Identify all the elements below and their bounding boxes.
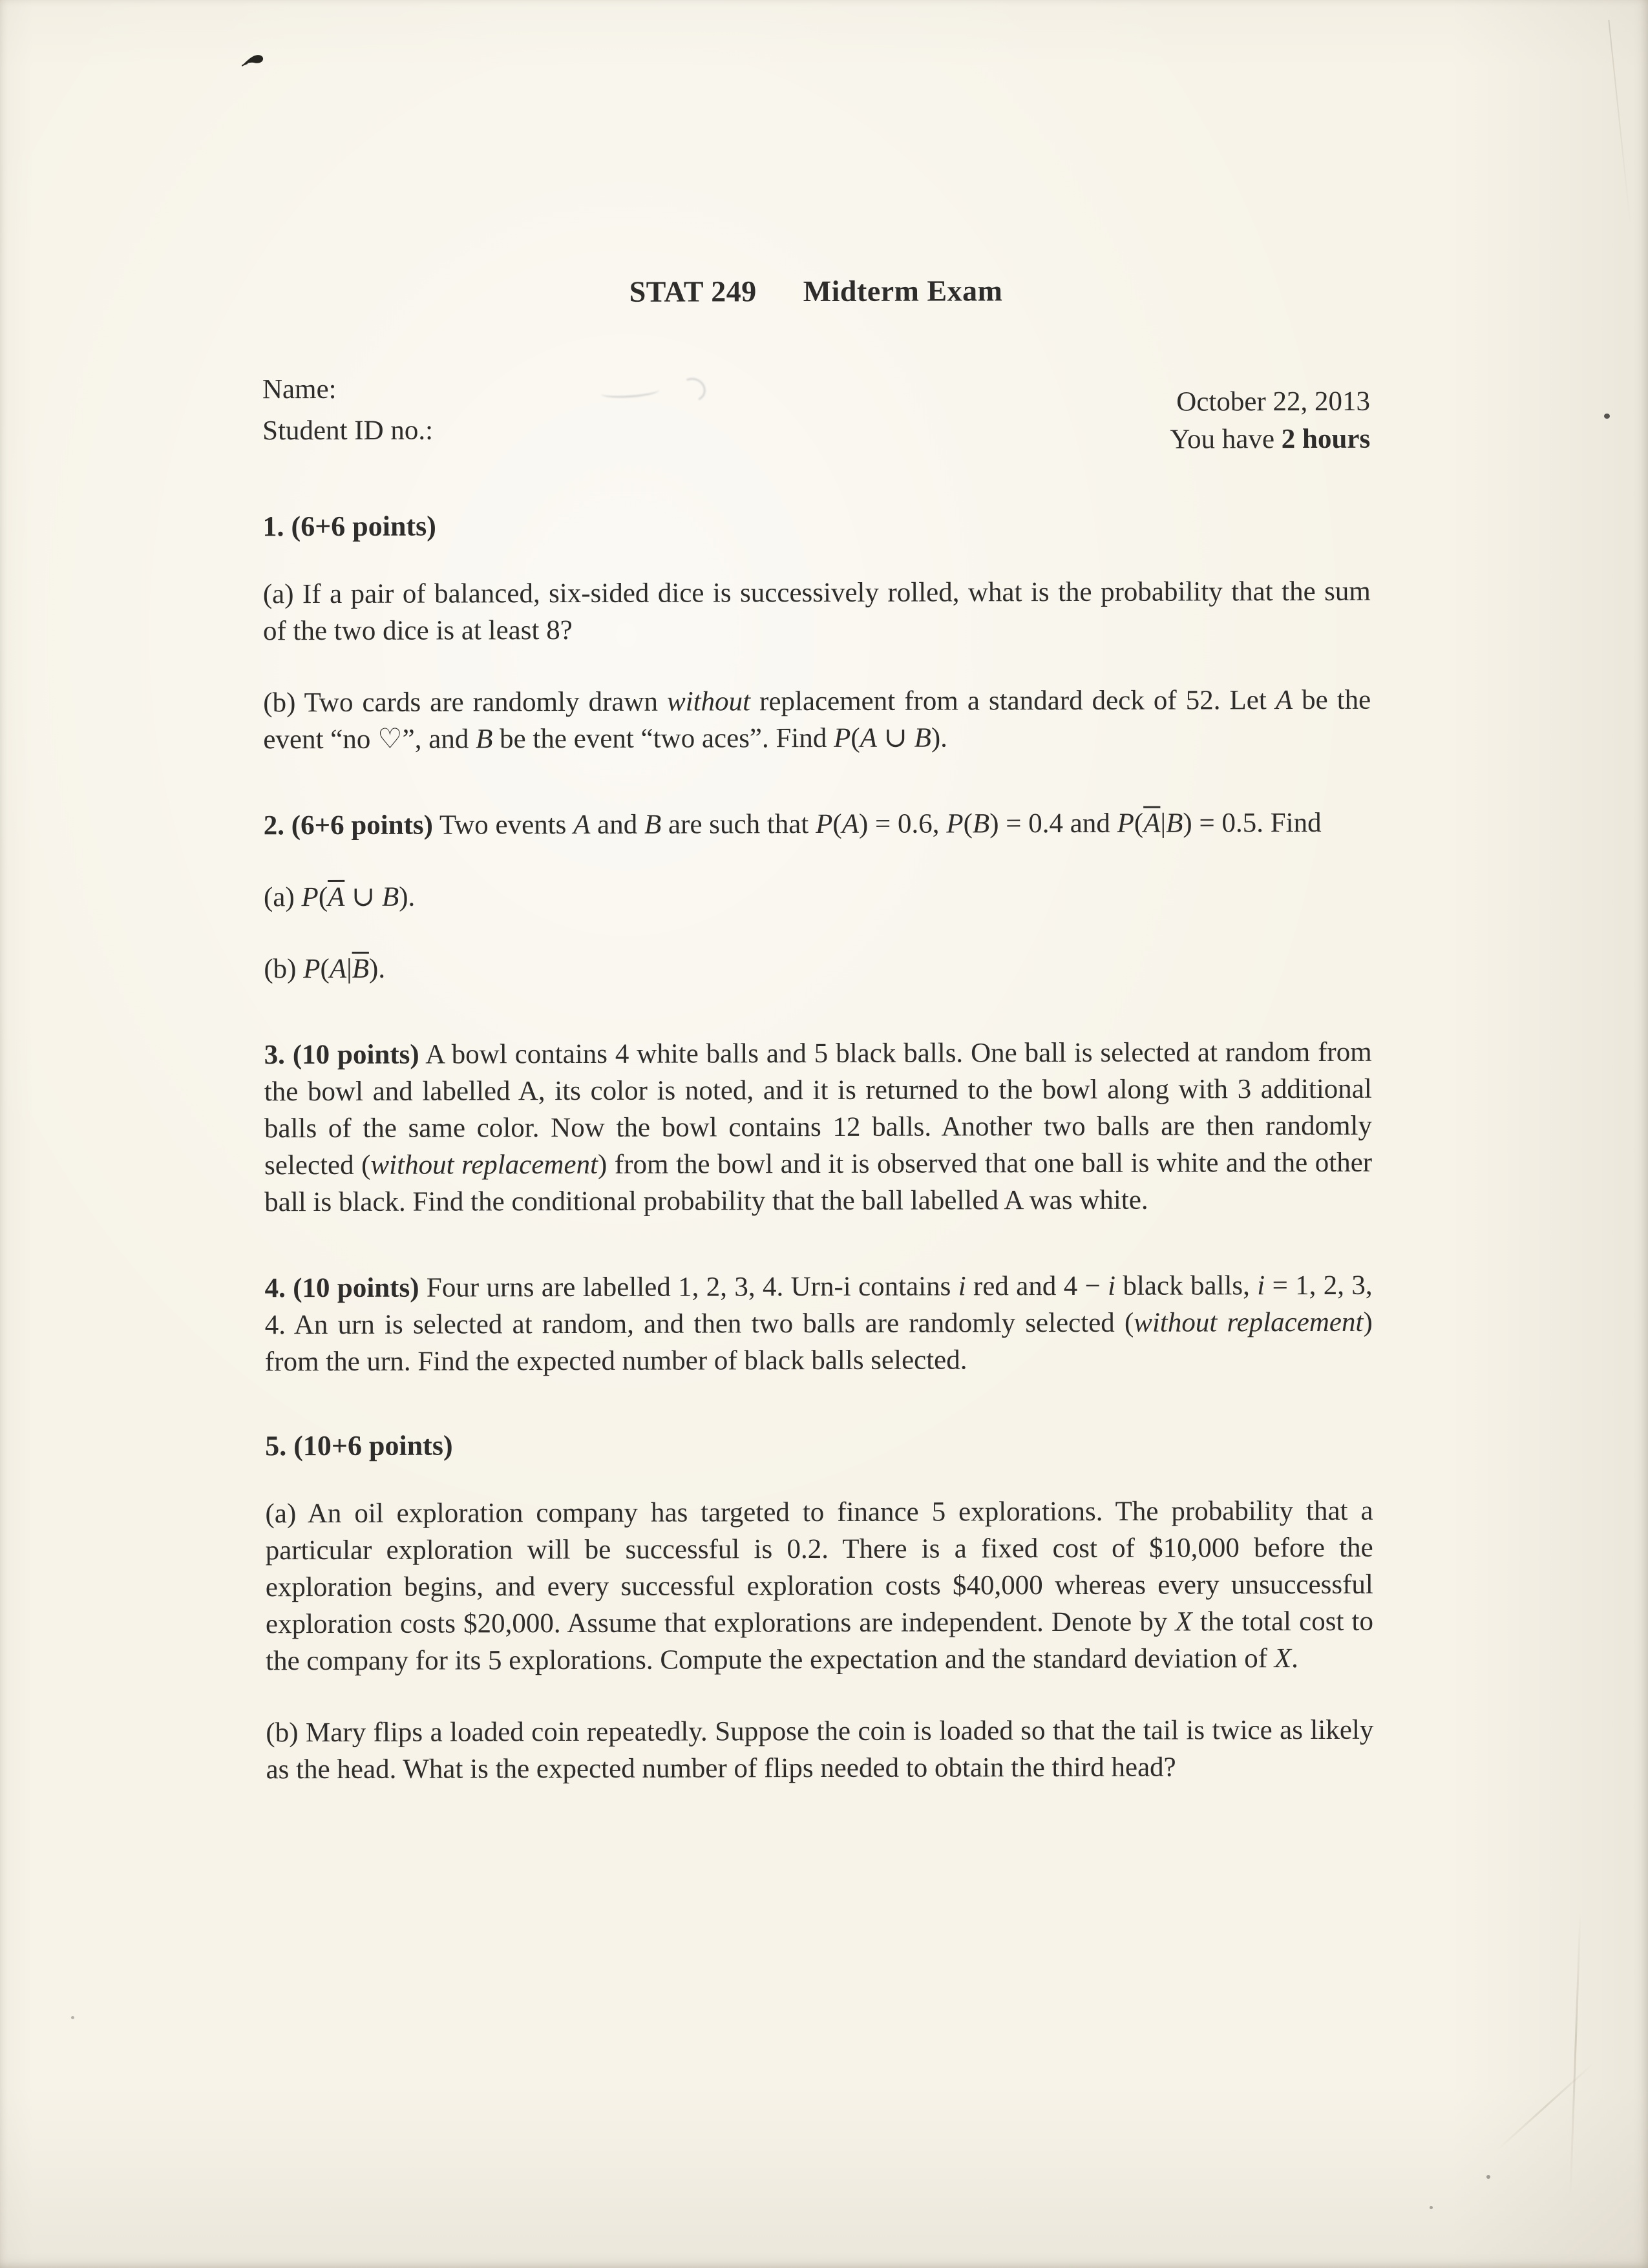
text-run: Two events (432, 809, 574, 841)
text-run: without replacement (370, 1149, 598, 1181)
text-run: ( (1134, 808, 1144, 839)
text-run: ). (368, 953, 386, 984)
text-run: without (666, 686, 751, 717)
text-run: A (860, 722, 878, 753)
duration-prefix: You have (1170, 424, 1282, 455)
paper-crease (1497, 2063, 1594, 2150)
question-1a-text (263, 573, 1371, 649)
text-run: and (590, 809, 645, 840)
exam-title: Midterm Exam (803, 274, 1003, 308)
text-run: P (301, 882, 319, 913)
text-run: P (834, 722, 851, 753)
name-label: Name: (262, 373, 337, 405)
text-run: black balls, (1115, 1270, 1258, 1301)
exam-header (262, 273, 1369, 310)
text-run: | (346, 953, 352, 984)
question-1 (262, 507, 1371, 758)
text-run: ( (850, 722, 860, 753)
student-id-label: Student ID no.: (262, 415, 434, 446)
text-run: 2. (6+6 points) (263, 810, 434, 841)
question-4 (265, 1267, 1373, 1380)
text-run: ). (931, 722, 947, 753)
text-run: P (303, 954, 321, 985)
text-run: $\overline{A}$ (1143, 808, 1161, 839)
text-run: = 1, 2, 3, 4. An urn is selected at random, and then two balls are randomly selected ( (264, 1270, 1373, 1341)
text-run: B (475, 724, 493, 755)
info-row (262, 366, 1370, 461)
text-run: without replacement (1134, 1307, 1364, 1338)
text-run: B (381, 881, 399, 912)
exam-content (261, 0, 1373, 1788)
text-run: 3. (10 points) (264, 1039, 419, 1071)
exam-date: October 22, 2013 (1176, 386, 1371, 417)
text-run: . (1291, 1643, 1298, 1674)
text-run: $\overline{A}$ (328, 881, 345, 912)
ink-speck (1604, 414, 1610, 419)
text-run: ) from the urn. Find the expected number of black balls selected. (264, 1307, 1373, 1378)
question-2 (264, 804, 1372, 987)
text-run: i (1257, 1270, 1265, 1301)
text-run: ) = 0.6, (858, 808, 947, 839)
text-run: ) from the bowl and it is observed that one ball is white and the other ball is black. Find the conditional probability that the ball labelled A was white. (264, 1147, 1373, 1218)
course-code: STAT 249 (629, 275, 757, 308)
text-run: | (1160, 808, 1167, 839)
ink-speck (71, 2016, 74, 2019)
question-3-text (264, 1034, 1373, 1221)
text-run: (a) (263, 882, 302, 913)
text-run: (b) Two cards are randomly drawn (263, 686, 668, 719)
ink-speck (1486, 2175, 1490, 2179)
student-info-block (262, 369, 433, 452)
text-run: are such that (661, 809, 816, 840)
text-run: the total cost to the company for its 5 explorations. Compute the expectation and the standard deviation of (266, 1606, 1374, 1677)
text-run: (b) Mary flips a loaded coin repeatedly. Suppose the coin is loaded so that the tail is twice as likely as the head. What is the expected number of flips needed to obtain the third head? (266, 1714, 1374, 1785)
question-2-intro-text (264, 804, 1371, 844)
question-5-heading (265, 1427, 1373, 1463)
question-1-heading (262, 507, 1370, 543)
text-run: i (1108, 1270, 1116, 1301)
question-2a-text (264, 876, 1371, 916)
text-run: A bowl contains 4 white balls and 5 black balls. One ball is selected at random from the bowl and labelled A, its color is noted, and it is returned to the bowl along with 3 additional balls of the same color. Now the bowl contains 12 balls. Another two balls are then randomly selected ( (264, 1036, 1373, 1181)
paper-crease (1569, 1913, 1581, 2197)
text-run: A (573, 809, 591, 840)
text-run: ) = 0.5. Find (1183, 807, 1322, 839)
duration-hours: 2 hours (1281, 423, 1371, 455)
text-run: ( (832, 808, 842, 839)
text-run: i (958, 1271, 966, 1302)
question-4-text (265, 1267, 1373, 1380)
question-3 (264, 1034, 1373, 1221)
ink-speck (1430, 2206, 1433, 2209)
text-run: ) = 0.4 and (989, 808, 1117, 839)
text-run: 5. (10+6 points) (265, 1429, 453, 1462)
text-run: A (1275, 685, 1293, 716)
question-5a-text (265, 1493, 1373, 1679)
question-1b-text (263, 682, 1371, 758)
text-run: X (1175, 1606, 1192, 1637)
text-run: A (841, 808, 860, 839)
text-run: ( (318, 881, 328, 913)
text-run: red and 4 − (966, 1270, 1108, 1302)
question-2b-text (264, 948, 1371, 987)
text-run: X (1274, 1643, 1292, 1674)
exam-duration (1170, 421, 1370, 459)
text-run: ∪ (876, 722, 914, 753)
exam-meta-block (1170, 383, 1370, 459)
text-run: P (946, 808, 964, 839)
text-run: ( (963, 808, 973, 839)
text-run: ). (399, 881, 416, 912)
text-run: P (1117, 808, 1134, 839)
text-run: P (816, 808, 833, 840)
text-run: (a) If a pair of balanced, six-sided dice is successively rolled, what is the probability that the sum of the two dice is at least 8? (262, 576, 1371, 647)
text-run: ∪ (344, 881, 382, 912)
text-run: be the event “no ♡”, and (263, 684, 1371, 755)
text-run: B (644, 809, 662, 840)
text-run: B (914, 722, 931, 753)
text-run: B (1166, 808, 1183, 839)
text-run: replacement from a standard deck of 52. Let (750, 685, 1276, 717)
text-run: ( (320, 953, 330, 985)
text-run: B (972, 808, 990, 839)
text-run: be the event “two aces”. Find (492, 722, 834, 755)
question-5 (265, 1427, 1373, 1788)
text-run: (a) An oil exploration company has targeted to finance 5 explorations. The probability that a particular exploration will be successful is 0.2. There is a fixed cost of $10,000 before the exploration begins, and every successful exploration costs $40,000 whereas every unsuccessful exploration costs $20,000. Assume that explorations are independent. Denote by (265, 1495, 1373, 1640)
text-run: 1. (6+6 points) (262, 510, 436, 543)
text-run: (b) (264, 954, 304, 985)
text-run: A (329, 953, 347, 984)
text-run: $\overline{B}$ (352, 953, 370, 984)
text-run: 4. (10 points) (264, 1272, 419, 1304)
question-5b-text (266, 1712, 1373, 1788)
paper-crease (1608, 20, 1631, 226)
text-run: Four urns are labelled 1, 2, 3, 4. Urn-i contains (419, 1271, 958, 1303)
